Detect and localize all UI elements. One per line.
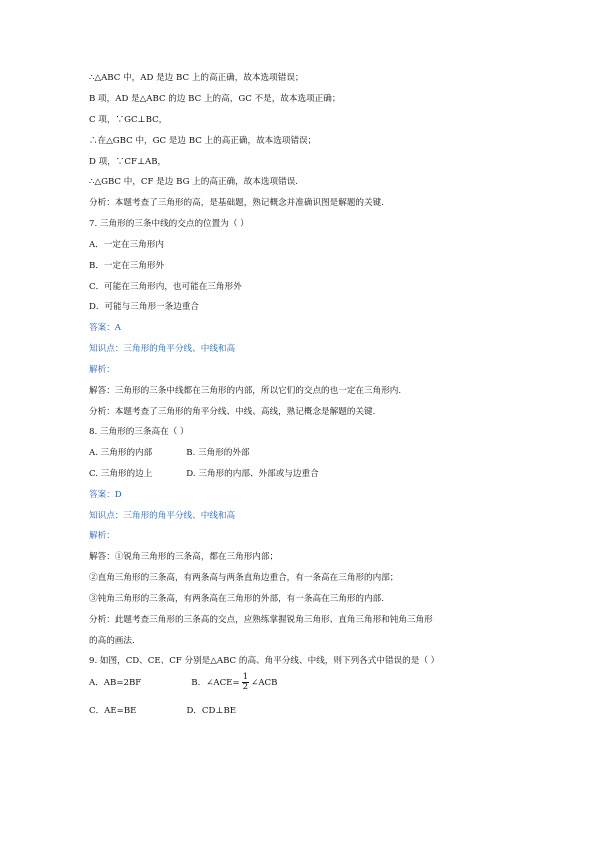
- analysis-line: 分析：本题考查了三角形的高，是基础题，熟记概念并准确识图是解题的关键.: [89, 198, 384, 208]
- answer-label: 答案：D: [89, 490, 122, 500]
- option-b: [191, 672, 278, 692]
- option-a: A．AB=2BF: [89, 678, 142, 688]
- text-line: C 项，∵GC⊥BC，: [89, 115, 168, 125]
- options-row-1: [89, 672, 277, 694]
- solution-line: ③钝角三角形的三条高，有两条高在三角形的外部，有一条高在三角形的内部.: [89, 594, 384, 604]
- solution-line: 解答：①锐角三角形的三条高，都在三角形内部；: [89, 552, 279, 562]
- options-row-2: [89, 468, 319, 480]
- fraction-numerator: 1: [242, 672, 249, 682]
- options-row-2: [89, 705, 236, 717]
- option-c: C. 三角形的边上: [89, 469, 153, 479]
- analysis-line: 分析：本题考查了三角形的角平分线、中线、高线，熟记概念是解题的关键.: [89, 407, 376, 417]
- option-d: D. 三角形的内部、外部或与边重合: [186, 469, 319, 479]
- option-b: B. 三角形的外部: [186, 448, 250, 458]
- analysis-line: 分析：此题考查三角形的三条高的交点，应熟练掌握锐角三角形、直角三角形和钝角三角形: [89, 615, 433, 625]
- answer-label: 答案：A: [89, 323, 121, 333]
- analysis-line: 的高的画法.: [89, 636, 135, 646]
- explanation-label: 解析：: [89, 365, 115, 375]
- knowledge-point: [89, 510, 235, 522]
- text-line: B 项，AD 是△ABC 的边 BC 上的高，GC 不是，故本选项正确；: [89, 94, 341, 104]
- question-7: 7. 三角形的三条中线的交点的位置为（ ）: [89, 219, 249, 229]
- text-line: D 项，∵CF⊥AB，: [89, 157, 167, 167]
- option-b-suffix: ∠ACB: [251, 678, 278, 688]
- question-8: 8. 三角形的三条高在（ ）: [89, 427, 189, 437]
- fraction-denominator: 2: [242, 682, 249, 692]
- solution-line: 解答：三角形的三条中线都在三角形的内部，所以它们的交点的也一定在三角形内.: [89, 386, 402, 396]
- option-c: C．可能在三角形内，也可能在三角形外: [89, 282, 242, 292]
- solution-line: ②直角三角形的三条高，有两条高与两条直角边重合，有一条高在三角形的内部；: [89, 573, 399, 583]
- option-b: B．一定在三角形外: [89, 261, 165, 271]
- text-line: ∴在△GBC 中，GC 是边 BC 上的高正确，故本选项错误；: [89, 136, 317, 146]
- knowledge-point: [89, 343, 235, 355]
- option-d: D．可能与三角形一条边重合: [89, 302, 200, 312]
- explanation-label: 解析：: [89, 531, 115, 541]
- option-d: D．CD⊥BE: [186, 706, 237, 716]
- option-a: A. 三角形的内部: [89, 448, 153, 458]
- text-line: ∴△GBC 中，CF 是边 BG 上的高正确，故本选项错误.: [89, 177, 299, 187]
- option-a: A．一定在三角形内: [89, 240, 164, 250]
- text-line: ∴△ABC 中，AD 是边 BC 上的高正确，故本选项错误；: [89, 73, 304, 83]
- knowledge-point-label: 知识点：三角形的角平分线、中线和高: [89, 344, 236, 354]
- options-row-1: [89, 447, 250, 459]
- question-9: 9. 如图，CD、CE、CF 分别是△ABC 的高、角平分线、中线，则下列各式中错误的是（ ）: [89, 656, 440, 666]
- option-b-prefix: B．∠ACE=: [191, 678, 240, 688]
- knowledge-point-label: 知识点：三角形的角平分线、中线和高: [89, 511, 236, 521]
- fraction-one-half: [242, 673, 249, 692]
- option-c: C．AE=BE: [89, 706, 137, 716]
